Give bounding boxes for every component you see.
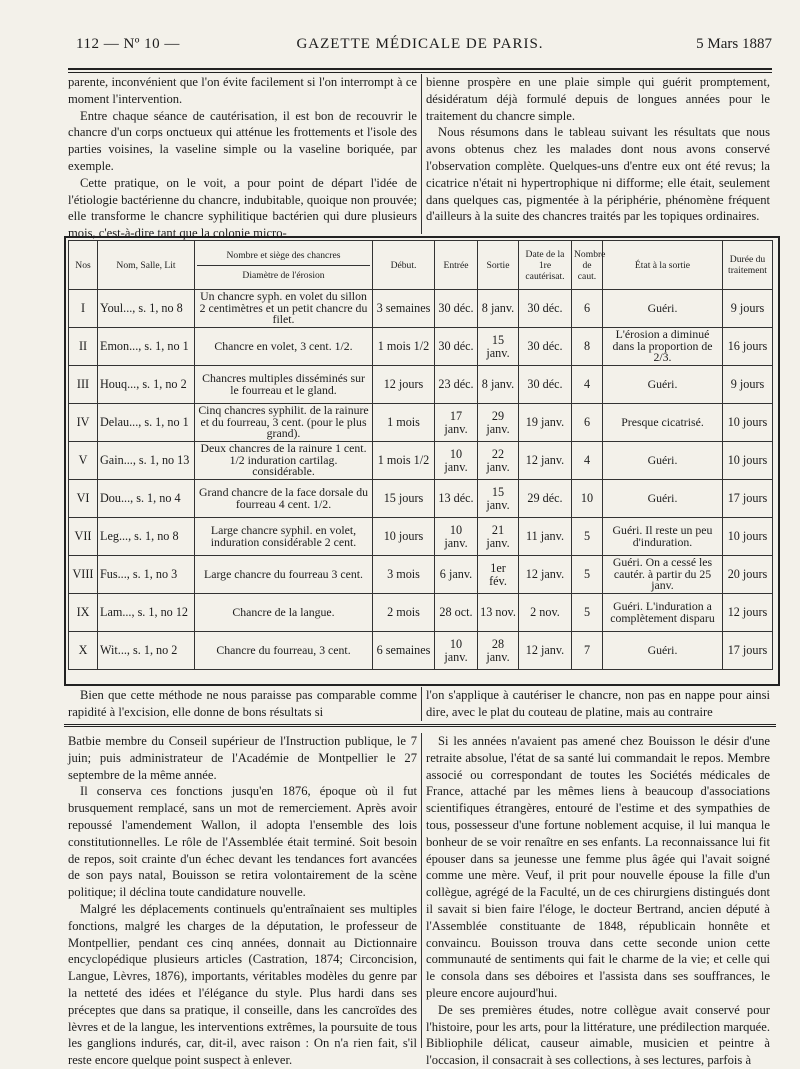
table-row bbox=[69, 404, 773, 442]
entree-cell: 6 janv. bbox=[435, 556, 478, 594]
col-header-entree: Entrée bbox=[435, 241, 478, 290]
chancre-description: Chancre en volet, 3 cent. 1/2. bbox=[195, 328, 373, 366]
sortie-cell: 15 janv. bbox=[478, 328, 519, 366]
row-number: IX bbox=[69, 594, 98, 632]
table-row bbox=[69, 556, 773, 594]
results-table bbox=[68, 240, 773, 670]
col-header-debut: Début. bbox=[373, 241, 435, 290]
first-cauterization-cell: 11 janv. bbox=[519, 518, 572, 556]
entree-cell: 23 déc. bbox=[435, 366, 478, 404]
treatment-duration: 17 jours bbox=[723, 480, 773, 518]
paragraph: Nous résumons dans le tableau suivant les résultats que nous avons obtenus chez les malades dont nous avons conservé l'observation complète. Quelques-uns d'entre eux ont été revus; la cicatrice n'était ni hypertrophique ni difforme; elle était, seulement dans quelques cas, pigmentée à la périphérie, phénomène fréquent d'ailleurs à la suite des chancres traités par les topiques ordinaires. bbox=[426, 125, 770, 224]
sortie-cell: 13 nov. bbox=[478, 594, 519, 632]
sortie-cell: 29 janv. bbox=[478, 404, 519, 442]
chancre-description: Deux chancres de la rainure 1 cent. 1/2 induration cartilag. considérable. bbox=[195, 442, 373, 480]
sortie-cell: 8 janv. bbox=[478, 366, 519, 404]
table-row bbox=[69, 366, 773, 404]
issue-date: 5 Mars 1887 bbox=[696, 36, 772, 52]
col-header-duree: Durée du traitement bbox=[723, 241, 773, 290]
cauterization-count: 5 bbox=[572, 556, 603, 594]
entree-cell: 30 déc. bbox=[435, 290, 478, 328]
exit-state-cell: L'érosion a diminué dans la proportion de 2/3. bbox=[603, 328, 723, 366]
column-divider bbox=[421, 687, 422, 721]
sortie-cell: 15 janv. bbox=[478, 480, 519, 518]
col-header-name: Nom, Salle, Lit bbox=[98, 241, 195, 290]
debut-cell: 3 semaines bbox=[373, 290, 435, 328]
treatment-duration: 12 jours bbox=[723, 594, 773, 632]
treatment-duration: 9 jours bbox=[723, 290, 773, 328]
col-header-nombre: Nombre de caut. bbox=[572, 241, 603, 290]
exit-state-cell: Guéri. bbox=[603, 290, 723, 328]
patient-name: Dou..., s. 1, no 4 bbox=[98, 480, 195, 518]
chancre-description: Chancre de la langue. bbox=[195, 594, 373, 632]
row-number: V bbox=[69, 442, 98, 480]
entree-cell: 30 déc. bbox=[435, 328, 478, 366]
patient-name: Houq..., s. 1, no 2 bbox=[98, 366, 195, 404]
paragraph: Malgré les déplacements continuels qu'entraînaient ses multiples fonctions, malgré les charges de la députation, le professeur de Montpellier, pendant ces cinq années, donnait au Dictionnaire encyclopédique plusieurs articles (Castration, 1874; Circoncision, Langue, Lèvres, 1876), importants, véritables modèles du genre par la netteté des idées et l'élégance du style. Plus hardi dans ses préceptes que dans sa pratique, il conseille, dans les cancroïdes des lèvres et de la langue, les interventions extrêmes, la poursuite de tous les ganglions indurés, car, dit-il, avec raison : On n'a rien fait, s'il reste encore quelque point suspect à enlever. bbox=[68, 901, 417, 1068]
col-header-sortie: Sortie bbox=[478, 241, 519, 290]
page-header bbox=[68, 28, 772, 70]
bottom-left-column bbox=[68, 733, 417, 1069]
table-header-row bbox=[69, 241, 773, 290]
paragraph: Il conserva ces fonctions jusqu'en 1876, époque où il fut brusquement remplacé, sans un mot de remerciement. Après avoir repoussé l'amendement Wallon, il adopta l'ensemble des lois constitutionnelles. Le rôle de l'Assemblée était terminé. Soit besoin de repos, soit crainte d'un échec devant les tendances fort avancées de son pays natal, Bouisson se retira volontairement de la scène politique; il déclina toute candidature nouvelle. bbox=[68, 784, 417, 900]
exit-state-cell: Guéri. L'induration a complètement disparu bbox=[603, 594, 723, 632]
table-row bbox=[69, 328, 773, 366]
paragraph: Entre chaque séance de cautérisation, il est bon de recouvrir le chancre d'un corps onctueux qui atténue les frottements et l'isole des parties voisines, la vaseline simple ou la vaseline boriquée, par exemple. bbox=[68, 108, 417, 173]
debut-cell: 1 mois 1/2 bbox=[373, 328, 435, 366]
patient-name: Fus..., s. 1, no 3 bbox=[98, 556, 195, 594]
treatment-duration: 10 jours bbox=[723, 404, 773, 442]
section-separator bbox=[64, 724, 776, 727]
exit-state-cell: Guéri. On a cessé les cautér. à partir du 25 janv. bbox=[603, 556, 723, 594]
sortie-cell: 8 janv. bbox=[478, 290, 519, 328]
row-number: I bbox=[69, 290, 98, 328]
table-row bbox=[69, 594, 773, 632]
first-cauterization-cell: 12 janv. bbox=[519, 442, 572, 480]
debut-cell: 15 jours bbox=[373, 480, 435, 518]
treatment-duration: 17 jours bbox=[723, 632, 773, 670]
treatment-duration: 16 jours bbox=[723, 328, 773, 366]
col-header-date1: Date de la 1re cautérisat. bbox=[519, 241, 572, 290]
patient-name: Wit..., s. 1, no 2 bbox=[98, 632, 195, 670]
exit-state-cell: Guéri. bbox=[603, 442, 723, 480]
treatment-duration: 10 jours bbox=[723, 518, 773, 556]
journal-title: GAZETTE MÉDICALE DE PARIS. bbox=[296, 36, 544, 52]
debut-cell: 2 mois bbox=[373, 594, 435, 632]
entree-cell: 13 déc. bbox=[435, 480, 478, 518]
chancre-description: Cinq chancres syphilit. de la rainure et du fourreau, 3 cent. (pour le plus grand). bbox=[195, 404, 373, 442]
row-number: IV bbox=[69, 404, 98, 442]
debut-cell: 10 jours bbox=[373, 518, 435, 556]
patient-name: Delau..., s. 1, no 1 bbox=[98, 404, 195, 442]
sortie-cell: 1er fév. bbox=[478, 556, 519, 594]
header-rule bbox=[68, 72, 772, 73]
cauterization-count: 6 bbox=[572, 290, 603, 328]
column-divider bbox=[421, 733, 422, 1048]
row-number: II bbox=[69, 328, 98, 366]
cauterization-count: 8 bbox=[572, 328, 603, 366]
patient-name: Leg..., s. 1, no 8 bbox=[98, 518, 195, 556]
paragraph: l'on s'applique à cautériser le chancre, non pas en nappe pour ainsi dire, avec le plat du couteau de platine, mais au contraire bbox=[426, 688, 770, 719]
first-cauterization-cell: 19 janv. bbox=[519, 404, 572, 442]
paragraph: De ses premières études, notre collègue avait conservé pour l'histoire, pour les arts, pour la littérature, une prédilection marquée. Bibliophile délicat, causeur aimable, musicien et peintre à l'occasion, il consacrait à ses collections, à ses lectures, parfois à bbox=[426, 1002, 770, 1068]
treatment-duration: 10 jours bbox=[723, 442, 773, 480]
table-row bbox=[69, 442, 773, 480]
treatment-duration: 20 jours bbox=[723, 556, 773, 594]
cauterization-count: 7 bbox=[572, 632, 603, 670]
first-cauterization-cell: 12 janv. bbox=[519, 556, 572, 594]
exit-state-cell: Guéri. Il reste un peu d'induration. bbox=[603, 518, 723, 556]
col-header-desc-sub: Diamètre de l'érosion bbox=[197, 265, 370, 281]
row-number: VI bbox=[69, 480, 98, 518]
treatment-duration: 9 jours bbox=[723, 366, 773, 404]
col-header-desc bbox=[195, 241, 373, 290]
entree-cell: 17 janv. bbox=[435, 404, 478, 442]
row-number: X bbox=[69, 632, 98, 670]
top-left-column bbox=[68, 74, 417, 242]
table-row bbox=[69, 290, 773, 328]
cauterization-count: 5 bbox=[572, 594, 603, 632]
exit-state-cell: Guéri. bbox=[603, 366, 723, 404]
patient-name: Emon..., s. 1, no 1 bbox=[98, 328, 195, 366]
debut-cell: 6 semaines bbox=[373, 632, 435, 670]
debut-cell: 1 mois 1/2 bbox=[373, 442, 435, 480]
table-row bbox=[69, 518, 773, 556]
paragraph: Si les années n'avaient pas amené chez Bouisson le désir d'une retraite absolue, l'état de sa santé lui commandait le repos. Membre associé ou correspondant de toutes les Sociétés médicales de France, attaché par les mêmes liens à beaucoup d'associations scientifiques étrangères, entouré de l'estime et des sympathies de tous, possesseur d'une fortune noblement acquise, il lui manqua le bonheur de se voir renaître en ses enfants. La reconnaissance lui fit épouser dans sa jeunesse une femme plus âgée qui l'avait soigné comme une mère. Veuf, il prit pour nouvelle épouse la fille d'un collègue, agrégé de la Faculté, un de ces chirurgiens distingués dont il savait si bien faire l'éloge, le docteur Bertrand, ancien député à l'Assemblée constituante de 1848, républicain honnête et convaincu. Bouisson trouva dans cette seconde union cette communauté de sentiments qui fait le charme de la vie; et celle qui le consola dans ses déboires et l'assista dans ses souffrances, le pleure encore aujourd'hui. bbox=[426, 734, 770, 1000]
patient-name: Lam..., s. 1, no 12 bbox=[98, 594, 195, 632]
exit-state-cell: Guéri. bbox=[603, 632, 723, 670]
table-row bbox=[69, 632, 773, 670]
entree-cell: 10 janv. bbox=[435, 442, 478, 480]
debut-cell: 3 mois bbox=[373, 556, 435, 594]
paragraph: Batbie membre du Conseil supérieur de l'Instruction publique, le 7 juin; puis administrateur de l'Académie de Montpellier le 27 septembre de la même année. bbox=[68, 734, 417, 782]
table-row bbox=[69, 480, 773, 518]
cauterization-count: 10 bbox=[572, 480, 603, 518]
col-header-etat: État à la sortie bbox=[603, 241, 723, 290]
first-cauterization-cell: 30 déc. bbox=[519, 328, 572, 366]
chancre-description: Large chancre syphil. en volet, induration considérable 2 cent. bbox=[195, 518, 373, 556]
first-cauterization-cell: 30 déc. bbox=[519, 290, 572, 328]
first-cauterization-cell: 30 déc. bbox=[519, 366, 572, 404]
first-cauterization-cell: 12 janv. bbox=[519, 632, 572, 670]
entree-cell: 28 oct. bbox=[435, 594, 478, 632]
chancre-description: Grand chancre de la face dorsale du fourreau 4 cent. 1/2. bbox=[195, 480, 373, 518]
bottom-right-column bbox=[426, 733, 770, 1069]
chancre-description: Un chancre syph. en volet du sillon 2 centimètres et un petit chancre du filet. bbox=[195, 290, 373, 328]
paragraph: parente, inconvénient que l'on évite facilement si l'on interrompt à ce moment l'intervention. bbox=[68, 75, 417, 106]
column-divider bbox=[421, 74, 422, 234]
col-header-num: Nos bbox=[69, 241, 98, 290]
cauterization-count: 4 bbox=[572, 366, 603, 404]
chancre-description: Chancres multiples disséminés sur le fourreau et le gland. bbox=[195, 366, 373, 404]
row-number: VIII bbox=[69, 556, 98, 594]
after-table-right bbox=[426, 687, 770, 721]
chancre-description: Large chancre du fourreau 3 cent. bbox=[195, 556, 373, 594]
paragraph: Cette pratique, on le voit, a pour point de départ l'idée de l'étiologie bactérienne du chancre, indubitable, quoique non prouvée; elle transforme le chancre syphilitique bactérien qui dure plusieurs mois, c'est-à-dire tant que la colonie micro- bbox=[68, 175, 417, 241]
cauterization-count: 6 bbox=[572, 404, 603, 442]
exit-state-cell: Presque cicatrisé. bbox=[603, 404, 723, 442]
paragraph: Bien que cette méthode ne nous paraisse pas comparable comme rapidité à l'excision, elle donne de bons résultats si bbox=[68, 688, 417, 719]
after-table-left bbox=[68, 687, 417, 721]
entree-cell: 10 janv. bbox=[435, 632, 478, 670]
col-header-desc-main: Nombre et siège des chancres bbox=[226, 249, 341, 261]
exit-state-cell: Guéri. bbox=[603, 480, 723, 518]
paragraph: bienne prospère en une plaie simple qui guérit promptement, désidératum déjà formulé depuis de longues années pour le traitement du chancre simple. bbox=[426, 75, 770, 123]
first-cauterization-cell: 29 déc. bbox=[519, 480, 572, 518]
patient-name: Gain..., s. 1, no 13 bbox=[98, 442, 195, 480]
sortie-cell: 22 janv. bbox=[478, 442, 519, 480]
row-number: III bbox=[69, 366, 98, 404]
row-number: VII bbox=[69, 518, 98, 556]
sortie-cell: 21 janv. bbox=[478, 518, 519, 556]
top-right-column bbox=[426, 74, 770, 225]
debut-cell: 12 jours bbox=[373, 366, 435, 404]
chancre-description: Chancre du fourreau, 3 cent. bbox=[195, 632, 373, 670]
patient-name: Youl..., s. 1, no 8 bbox=[98, 290, 195, 328]
sortie-cell: 28 janv. bbox=[478, 632, 519, 670]
debut-cell: 1 mois bbox=[373, 404, 435, 442]
entree-cell: 10 janv. bbox=[435, 518, 478, 556]
page-number: 112 — Nº 10 — bbox=[76, 36, 180, 52]
first-cauterization-cell: 2 nov. bbox=[519, 594, 572, 632]
cauterization-count: 4 bbox=[572, 442, 603, 480]
cauterization-count: 5 bbox=[572, 518, 603, 556]
